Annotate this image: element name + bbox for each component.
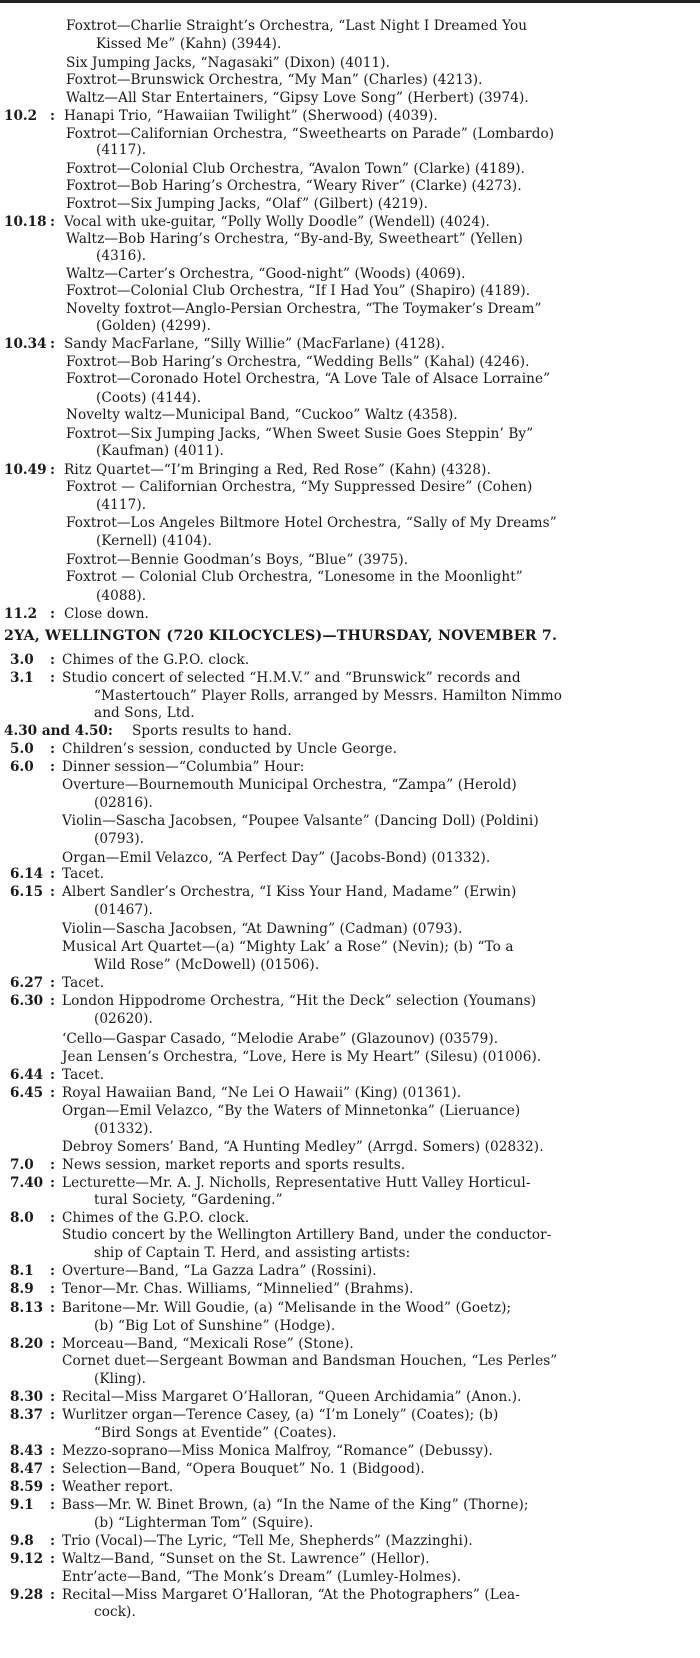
listing-line: Foxtrot—Californian Orchestra, “Sweethearts on Parade” (Lombardo): [66, 126, 555, 142]
listing-line: Waltz—Bob Haring’s Orchestra, “By-and-By, Sweetheart” (Yellen): [66, 231, 523, 247]
listing-line: (4316).: [96, 248, 147, 264]
listing-line: Studio concert of selected “H.M.V.” and “Brunswick” records and: [62, 670, 521, 686]
time-label: 9.1: [10, 1497, 34, 1513]
listing-line: (Kernell) (4104).: [96, 533, 212, 549]
time-colon: :: [50, 993, 56, 1009]
listing-line: Waltz—All Star Entertainers, “Gipsy Love Song” (Herbert) (3974).: [66, 90, 529, 106]
listing-line: “Bird Songs at Eventide” (Coates).: [94, 1425, 337, 1441]
listing-line: Foxtrot—Bob Haring’s Orchestra, “Weary River” (Clarke) (4273).: [66, 178, 522, 194]
listing-line: and Sons, Ltd.: [94, 705, 195, 721]
time-label: 10.2: [4, 108, 38, 124]
listing-line: Debroy Somers’ Band, “A Hunting Medley” (Arrgd. Somers) (02832).: [62, 1139, 544, 1155]
listing-line: (b) “Lighterman Tom” (Squire).: [94, 1515, 314, 1531]
time-label: 8.37: [10, 1407, 44, 1423]
listing-line: Sports results to hand.: [132, 723, 292, 739]
listing-line: Foxtrot—Coronado Hotel Orchestra, “A Love Tale of Alsace Lorraine”: [66, 371, 551, 387]
listing-line: Close down.: [64, 606, 149, 622]
listing-line: Organ—Emil Velazco, “By the Waters of Minnetonka” (Lieruance): [62, 1103, 521, 1119]
time-label: 4.30 and 4.50:: [4, 723, 113, 739]
time-colon: :: [50, 1300, 56, 1316]
time-colon: :: [50, 759, 56, 775]
listing-line: Foxtrot—Bob Haring’s Orchestra, “Wedding Bells” (Kahal) (4246).: [66, 354, 530, 370]
time-colon: :: [50, 1479, 56, 1495]
listing-line: Selection—Band, “Opera Bouquet” No. 1 (Bidgood).: [62, 1461, 425, 1477]
listing-line: Foxtrot—Bennie Goodman’s Boys, “Blue” (3975).: [66, 552, 409, 568]
listing-line: Waltz—Carter’s Orchestra, “Good-night” (Woods) (4069).: [66, 266, 466, 282]
listing-line: (4117).: [96, 497, 147, 513]
time-colon: :: [50, 462, 56, 478]
time-colon: :: [50, 1389, 56, 1405]
listing-line: Royal Hawaiian Band, “Ne Lei O Hawaii” (King) (01361).: [62, 1085, 462, 1101]
time-label: 6.14: [10, 866, 44, 882]
time-colon: :: [50, 1085, 56, 1101]
time-colon: :: [50, 1551, 56, 1567]
time-label: 9.28: [10, 1587, 44, 1603]
time-label: 9.12: [10, 1551, 44, 1567]
listing-line: Wild Rose” (McDowell) (01506).: [94, 957, 320, 973]
listing-line: Overture—Bournemouth Municipal Orchestra, “Zampa” (Herold): [62, 777, 517, 793]
time-colon: :: [50, 1407, 56, 1423]
time-label: 5.0: [10, 741, 34, 757]
listing-line: Foxtrot — Californian Orchestra, “My Suppressed Desire” (Cohen): [66, 479, 533, 495]
time-colon: :: [50, 1263, 56, 1279]
listing-line: Tacet.: [62, 1067, 105, 1083]
listing-line: Weather report.: [62, 1479, 174, 1495]
time-label: 8.47: [10, 1461, 44, 1477]
listing-line: Dinner session—“Columbia” Hour:: [62, 759, 305, 775]
time-label: 8.13: [10, 1300, 44, 1316]
time-label: 10.49: [4, 462, 47, 478]
time-colon: :: [50, 214, 56, 230]
listing-line: Foxtrot—Brunswick Orchestra, “My Man” (Charles) (4213).: [66, 72, 483, 88]
listing-line: (Golden) (4299).: [96, 318, 211, 334]
listing-line: (02816).: [94, 795, 153, 811]
listing-line: Six Jumping Jacks, “Nagasaki” (Dixon) (4011).: [66, 55, 391, 71]
time-colon: :: [50, 1533, 56, 1549]
time-label: 8.30: [10, 1389, 44, 1405]
listing-line: Entr’acte—Band, “The Monk’s Dream” (Lumley-Holmes).: [62, 1569, 462, 1585]
time-label: 6.44: [10, 1067, 44, 1083]
time-colon: :: [50, 1210, 56, 1226]
time-label: 6.45: [10, 1085, 44, 1101]
time-label: 7.0: [10, 1157, 34, 1173]
time-colon: :: [50, 1587, 56, 1603]
time-colon: :: [50, 336, 56, 352]
station-heading: 2YA, WELLINGTON (720 KILOCYCLES)—THURSDAY, NOVEMBER 7.: [4, 628, 558, 644]
listing-line: Violin—Sascha Jacobsen, “Poupee Valsante” (Dancing Doll) (Poldini): [62, 813, 539, 829]
time-label: 6.0: [10, 759, 34, 775]
listing-line: Violin—Sascha Jacobsen, “At Dawning” (Cadman) (0793).: [62, 921, 463, 937]
time-label: 3.0: [10, 652, 34, 668]
listing-line: (4088).: [96, 588, 147, 604]
listing-line: London Hippodrome Orchestra, “Hit the Deck” selection (Youmans): [62, 993, 537, 1009]
listing-line: Baritone—Mr. Will Goudie, (a) “Melisande in the Wood” (Goetz);: [62, 1300, 512, 1316]
time-colon: :: [50, 1461, 56, 1477]
listing-line: (01467).: [94, 902, 153, 918]
listing-line: Foxtrot — Colonial Club Orchestra, “Lonesome in the Moonlight”: [66, 569, 523, 585]
listing-line: Foxtrot—Six Jumping Jacks, “Olaf” (Gilbert) (4219).: [66, 196, 428, 212]
time-colon: :: [50, 1175, 56, 1191]
time-colon: :: [50, 866, 56, 882]
time-label: 10.34: [4, 336, 47, 352]
listing-line: (01332).: [94, 1121, 153, 1137]
listing-line: Children’s session, conducted by Uncle George.: [62, 741, 398, 757]
listing-line: Kissed Me” (Kahn) (3944).: [96, 36, 282, 52]
listing-line: Wurlitzer organ—Terence Casey, (a) “I’m Lonely” (Coates); (b): [62, 1407, 499, 1423]
listing-line: Jean Lensen’s Orchestra, “Love, Here is My Heart” (Silesu) (01006).: [62, 1049, 542, 1065]
time-label: 6.15: [10, 884, 44, 900]
listing-line: Bass—Mr. W. Binet Brown, (a) “In the Name of the King” (Thorne);: [62, 1497, 529, 1513]
time-colon: :: [50, 975, 56, 991]
listing-line: (b) “Big Lot of Sunshine” (Hodge).: [94, 1318, 336, 1334]
listing-line: Lecturette—Mr. A. J. Nicholls, Representative Hutt Valley Horticul-: [62, 1175, 531, 1191]
time-label: 10.18: [4, 214, 47, 230]
time-colon: :: [50, 1497, 56, 1513]
listing-line: Tacet.: [62, 975, 105, 991]
time-colon: :: [50, 108, 56, 124]
time-colon: :: [50, 1067, 56, 1083]
listing-line: Organ—Emil Velazco, “A Perfect Day” (Jacobs-Bond) (01332).: [62, 850, 491, 866]
time-label: 8.59: [10, 1479, 44, 1495]
listing-line: Mezzo-soprano—Miss Monica Malfroy, “Romance” (Debussy).: [62, 1443, 493, 1459]
time-colon: :: [50, 606, 56, 622]
listing-line: Foxtrot—Charlie Straight’s Orchestra, “Last Night I Dreamed You: [66, 18, 528, 34]
listing-line: Albert Sandler’s Orchestra, “I Kiss Your Hand, Madame” (Erwin): [62, 884, 517, 900]
listing-line: Morceau—Band, “Mexicali Rose” (Stone).: [62, 1336, 354, 1352]
listing-line: cock).: [94, 1604, 136, 1620]
listing-line: Tenor—Mr. Chas. Williams, “Minnelied” (Brahms).: [62, 1281, 414, 1297]
listing-line: ship of Captain T. Herd, and assisting artists:: [94, 1245, 411, 1261]
time-label: 9.8: [10, 1533, 34, 1549]
listing-line: Ritz Quartet—“I’m Bringing a Red, Red Rose” (Kahn) (4328).: [64, 462, 491, 478]
time-label: 8.43: [10, 1443, 44, 1459]
listing-line: Novelty foxtrot—Anglo-Persian Orchestra, “The Toymaker’s Dream”: [66, 301, 542, 317]
time-colon: :: [50, 1281, 56, 1297]
listing-line: Musical Art Quartet—(a) “Mighty Lak’ a Rose” (Nevin); (b) “To a: [62, 939, 514, 955]
time-label: 8.0: [10, 1210, 34, 1226]
listing-line: Chimes of the G.P.O. clock.: [62, 652, 250, 668]
listing-line: ‘Cello—Gaspar Casado, “Melodie Arabe” (Glazounov) (03579).: [62, 1031, 499, 1047]
time-colon: :: [50, 670, 56, 686]
listing-line: Overture—Band, “La Gazza Ladra” (Rossini).: [62, 1263, 377, 1279]
listing-line: Foxtrot—Los Angeles Biltmore Hotel Orchestra, “Sally of My Dreams”: [66, 515, 557, 531]
listing-line: News session, market reports and sports results.: [62, 1157, 406, 1173]
time-colon: :: [50, 652, 56, 668]
listing-line: (4117).: [96, 142, 147, 158]
listing-line: Tacet.: [62, 866, 105, 882]
listing-line: Foxtrot—Six Jumping Jacks, “When Sweet Susie Goes Steppin’ By”: [66, 426, 534, 442]
time-label: 3.1: [10, 670, 34, 686]
time-colon: :: [50, 1443, 56, 1459]
time-colon: :: [50, 1157, 56, 1173]
listing-line: Waltz—Band, “Sunset on the St. Lawrence” (Hellor).: [62, 1551, 430, 1567]
listing-line: Recital—Miss Margaret O’Halloran, “At the Photographers” (Lea-: [62, 1587, 520, 1603]
listing-line: Trio (Vocal)—The Lyric, “Tell Me, Shepherds” (Mazzinghi).: [62, 1533, 473, 1549]
listing-line: “Mastertouch” Player Rolls, arranged by Messrs. Hamilton Nimmo: [94, 688, 563, 704]
top-rule: [0, 0, 700, 3]
time-label: 6.30: [10, 993, 44, 1009]
listing-line: Hanapi Trio, “Hawaiian Twilight” (Sherwood) (4039).: [64, 108, 438, 124]
time-colon: :: [50, 1336, 56, 1352]
listing-line: Foxtrot—Colonial Club Orchestra, “Avalon Town” (Clarke) (4189).: [66, 161, 526, 177]
listing-line: (Kaufman) (4011).: [96, 443, 224, 459]
listing-line: Recital—Miss Margaret O’Halloran, “Queen Archidamia” (Anon.).: [62, 1389, 522, 1405]
time-label: 7.40: [10, 1175, 44, 1191]
listing-line: (Kling).: [94, 1371, 147, 1387]
time-label: 11.2: [4, 606, 38, 622]
time-label: 8.9: [10, 1281, 34, 1297]
time-label: 8.1: [10, 1263, 34, 1279]
listing-line: (0793).: [94, 831, 145, 847]
listing-line: Cornet duet—Sergeant Bowman and Bandsman Houchen, “Les Perles”: [62, 1353, 558, 1369]
listing-line: Chimes of the G.P.O. clock.: [62, 1210, 250, 1226]
listing-line: Novelty waltz—Municipal Band, “Cuckoo” Waltz (4358).: [66, 407, 458, 423]
listing-line: tural Society, “Gardening.”: [94, 1192, 283, 1208]
listing-line: Vocal with uke-guitar, “Polly Wolly Doodle” (Wendell) (4024).: [64, 214, 490, 230]
listing-line: Sandy MacFarlane, “Silly Willie” (MacFarlane) (4128).: [64, 336, 446, 352]
time-colon: :: [50, 741, 56, 757]
time-label: 8.20: [10, 1336, 44, 1352]
listing-line: (Coots) (4144).: [96, 390, 202, 406]
listing-line: (02620).: [94, 1011, 153, 1027]
listing-line: Studio concert by the Wellington Artillery Band, under the conductor-: [62, 1227, 552, 1243]
time-colon: :: [50, 884, 56, 900]
listing-line: Foxtrot—Colonial Club Orchestra, “If I Had You” (Shapiro) (4189).: [66, 283, 531, 299]
time-label: 6.27: [10, 975, 44, 991]
